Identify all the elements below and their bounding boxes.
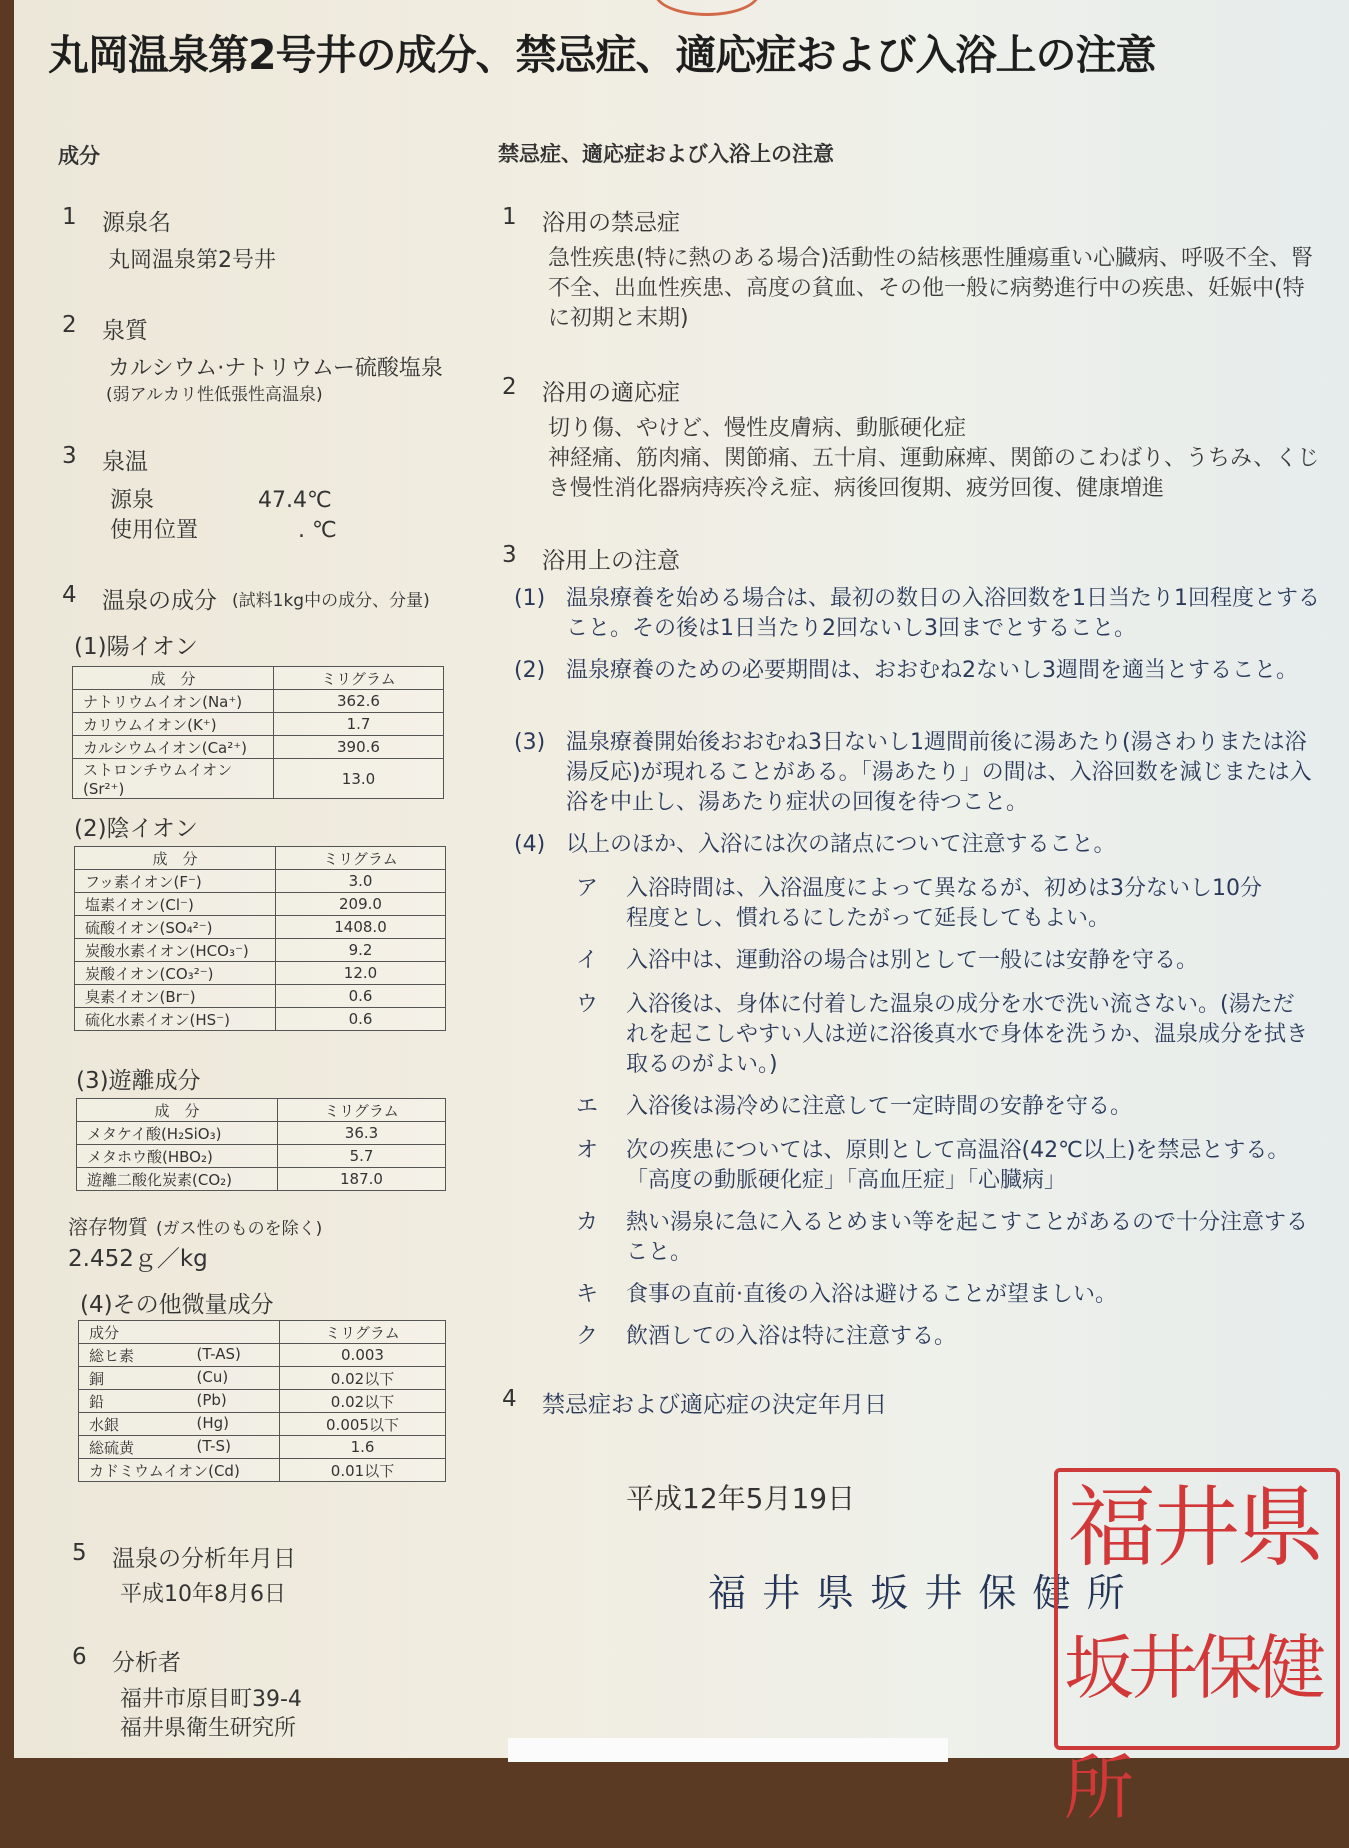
item-label: 浴用上の注意 [542,548,680,574]
table-row [79,1367,446,1390]
item-number: 1 [62,204,77,230]
item-number: 2 [62,312,77,338]
table-row [73,713,444,736]
component-value: 0.005以下 [280,1413,446,1436]
stamp-fragment [654,0,760,16]
spring-quality: カルシウム·ナトリウムー硫酸塩泉 [108,356,443,381]
component-name: 遊離二酸化炭素(CO₂) [77,1168,278,1191]
item-label: 泉温 [102,449,148,475]
component-name [79,1459,280,1482]
column-header: 成 分 [77,1099,278,1122]
sub-item-marker: カ [576,1210,599,1235]
caution-number: (1) [514,586,546,611]
component-name: 硫化水素イオン(HS⁻) [75,1008,276,1031]
caution-text: 以上のほか、入浴には次の諸点について注意すること。 [566,832,1116,857]
item-number: 4 [502,1386,517,1412]
column-header: 成分 [79,1321,280,1344]
free-components-table [76,1098,446,1191]
column-header: ミリグラム [278,1099,446,1122]
trace-symbol: (Cu) [196,1367,229,1386]
item-note: (試料1kg中の成分、分量) [232,591,430,611]
table-header-row [77,1099,446,1122]
item-number: 3 [502,542,517,568]
trace-symbol: (Hg) [196,1413,230,1432]
component-name: メタホウ酸(HBO₂) [77,1145,278,1168]
component-name [79,1367,280,1390]
trace-name: 銅 [89,1369,105,1388]
component-name: ストロンチウムイオン(Sr²⁺) [73,759,274,799]
component-value: 209.0 [276,893,446,916]
item-label: 温泉の分析年月日 [112,1546,296,1572]
sub-item-marker: ク [576,1324,599,1349]
caution-text: 温泉療養を始める場合は、最初の数日の入浴回数を1日当たり1回程度とすること。その後は1日当たり2回ないし3回までとすること。 [566,586,1320,641]
table-row [79,1459,446,1482]
source-temp-label: 源泉 [110,488,155,513]
caution-number: (4) [514,832,546,857]
column-header: ミリグラム [280,1321,446,1344]
table-row [75,870,446,893]
official-seal [1054,1468,1340,1829]
sub-item-text: 次の疾患については、原則として高温浴(42℃以上)を禁忌とする。「高度の動脈硬化症」「高血圧症」「心臓病」 [626,1138,1290,1193]
component-value: 0.003 [280,1344,446,1367]
free-components-label: (3)遊離成分 [76,1068,201,1094]
table-row [79,1436,446,1459]
decision-date: 平成12年5月19日 [626,1482,856,1515]
indications-line-2: 神経痛、筋肉痛、関節痛、五十肩、運動麻痺、関節のこわばり、うちみ、くじき慢性消化器病痔疾冷え症、病後回復期、疲労回復、健康増進 [548,446,1320,501]
component-name: カルシウムイオン(Ca²⁺) [73,736,274,759]
trace-name: 鉛 [89,1392,105,1411]
sub-item-text: 入浴後は湯冷めに注意して一定時間の安静を守る。 [626,1094,1133,1119]
caution-text: 温泉療養のための必要期間は、おおむね2ないし3週間を適当とすること。 [566,658,1298,683]
table-row [77,1122,446,1145]
caution-number: (2) [514,658,546,683]
table-row [79,1390,446,1413]
sub-item-text: 飲酒しての入浴は特に注意する。 [626,1324,957,1349]
page-title: 丸岡温泉第2号井の成分、禁忌症、適応症および入浴上の注意 [48,31,1156,79]
table-row [73,690,444,713]
component-name: 臭素イオン(Br⁻) [75,985,276,1008]
trace-name: 総硫黄 [89,1438,135,1457]
item-label: 浴用の適応症 [542,380,680,406]
caution-text: 温泉療養開始後おおむね3日ないし1週間前後に湯あたり(湯さわりまたは浴湯反応)が現れることがある。「湯あたり」の間は、入浴回数を減じまたは入浴を中止し、湯あたり症状の回復を待つこと。 [566,730,1312,815]
table-row [73,736,444,759]
sub-item-marker: ア [576,876,599,901]
table-row [75,939,446,962]
component-value: 1408.0 [276,916,446,939]
item-number: 4 [62,582,77,608]
component-name: 炭酸水素イオン(HCO₃⁻) [75,939,276,962]
component-name: ナトリウムイオン(Na⁺) [73,690,274,713]
component-value: 13.0 [274,759,444,799]
item-number: 2 [502,374,517,400]
use-temp-label: 使用位置 [110,518,199,543]
component-value: 1.7 [274,713,444,736]
seal-text-bottom: 坂井保健所 [1064,1627,1320,1829]
analysis-date: 平成10年8月6日 [120,1582,286,1607]
trace-components-label: (4)その他微量成分 [80,1292,274,1318]
item-number: 6 [72,1644,87,1670]
table-row [77,1145,446,1168]
component-value: 362.6 [274,690,444,713]
component-name [79,1413,280,1436]
section-heading-notes: 禁忌症、適応症および入浴上の注意 [498,142,834,166]
table-row [75,985,446,1008]
table-header-row [73,667,444,690]
component-value: 36.3 [278,1122,446,1145]
analyst-address: 福井市原目町39-4 [120,1687,302,1712]
item-number: 3 [62,443,77,469]
item-label: 温泉の成分 [102,588,217,614]
column-header: ミリグラム [276,847,446,870]
component-value: 0.02以下 [280,1367,446,1390]
seal-text-top: 福井県 [1068,1476,1321,1579]
trace-name: 水銀 [89,1415,120,1434]
component-name [79,1390,280,1413]
component-name: 炭酸イオン(CO₃²⁻) [75,962,276,985]
table-header-row [79,1321,446,1344]
component-value: 0.6 [276,985,446,1008]
cation-label: (1)陽イオン [74,634,198,660]
component-name: メタケイ酸(H₂SiO₃) [77,1122,278,1145]
item-label: 源泉名 [102,210,171,236]
sub-item-text: 入浴後は、身体に付着した温泉の成分を水で洗い流さない。(湯ただれを起こしやすい人は逆に浴後真水で身体を洗うか、温泉成分を拭き取るのがよい。) [626,992,1309,1077]
use-temp-value: . ℃ [298,518,337,543]
item-label: 分析者 [112,1650,181,1676]
table-row [73,759,444,799]
component-name [79,1344,280,1367]
column-header: 成 分 [73,667,274,690]
notice-board [14,0,1349,1829]
item-label: 泉質 [102,318,148,344]
dissolved-label: 溶存物質 [68,1215,148,1239]
sub-item-marker: キ [576,1282,599,1307]
component-value: 0.02以下 [280,1390,446,1413]
trace-symbol: (T-S) [196,1436,231,1455]
table-header-row [75,847,446,870]
sub-item-marker: ウ [576,992,599,1017]
sub-item-text: 熱い湯泉に急に入るとめまい等を起こすことがあるので十分注意すること。 [626,1210,1309,1265]
table-row [75,1008,446,1031]
issuer-name: 福 井 県 坂 井 保 健 所 [708,1571,1127,1615]
component-name: 硫酸イオン(SO₄²⁻) [75,916,276,939]
table-row [75,893,446,916]
section-heading-components: 成分 [58,144,100,168]
table-row [77,1168,446,1191]
trace-components-table [78,1320,446,1482]
component-name: フッ素イオン(F⁻) [75,870,276,893]
item-number: 5 [72,1540,87,1566]
item-label: 禁忌症および適応症の決定年月日 [542,1392,887,1418]
component-name: 塩素イオン(Cl⁻) [75,893,276,916]
component-value: 0.6 [276,1008,446,1031]
anion-table [74,846,446,1031]
component-value: 1.6 [280,1436,446,1459]
contraindications-text: 急性疾患(特に熱のある場合)活動性の結核悪性腫瘍重い心臓病、呼吸不全、腎不全、出血性疾患、高度の貧血、その他一般に病勢進行中の疾患、妊娠中(特に初期と末期) [548,246,1314,331]
component-value: 12.0 [276,962,446,985]
table-row [75,962,446,985]
item-label: 浴用の禁忌症 [542,210,680,236]
component-value: 9.2 [276,939,446,962]
component-value: 187.0 [278,1168,446,1191]
paper-strip [508,1738,948,1762]
table-row [79,1344,446,1367]
sub-item-text: 入浴中は、運動浴の場合は別として一般には安静を守る。 [626,948,1199,973]
component-value: 390.6 [274,736,444,759]
trace-symbol: (T-AS) [196,1344,241,1363]
trace-name: 総ヒ素 [89,1346,135,1365]
spring-name: 丸岡温泉第2号井 [108,248,276,273]
component-name: カリウムイオン(K⁺) [73,713,274,736]
sub-item-marker: オ [576,1138,599,1163]
component-value: 0.01以下 [280,1459,446,1482]
sub-item-text: 食事の直前·直後の入浴は避けることが望ましい。 [626,1282,1117,1307]
cation-table [72,666,444,799]
caution-number: (3) [514,730,546,755]
analyst-organization: 福井県衛生研究所 [120,1716,297,1741]
table-row [79,1413,446,1436]
anion-label: (2)陰イオン [74,816,198,842]
column-header: 成 分 [75,847,276,870]
dissolved-value: 2.452ｇ／kg [68,1246,208,1272]
component-value: 5.7 [278,1145,446,1168]
dissolved-note: (ガス性のものを除く) [156,1219,323,1239]
column-header: ミリグラム [274,667,444,690]
component-value: 3.0 [276,870,446,893]
trace-symbol: (Pb) [196,1390,227,1409]
sub-item-marker: エ [576,1094,599,1119]
trace-name: カドミウムイオン(Cd) [89,1461,240,1480]
item-number: 1 [502,204,517,230]
table-row [75,916,446,939]
component-name [79,1436,280,1459]
sub-item-text: 入浴時間は、入浴温度によって異なるが、初めは3分ないし10分程度とし、慣れるにしたがって延長してもよい。 [626,876,1262,931]
indications-line-1: 切り傷、やけど、慢性皮膚病、動脈硬化症 [548,416,967,441]
sub-item-marker: イ [576,948,599,973]
source-temp-value: 47.4℃ [258,488,332,513]
spring-quality-note: (弱アルカリ性低張性高温泉) [106,385,323,405]
